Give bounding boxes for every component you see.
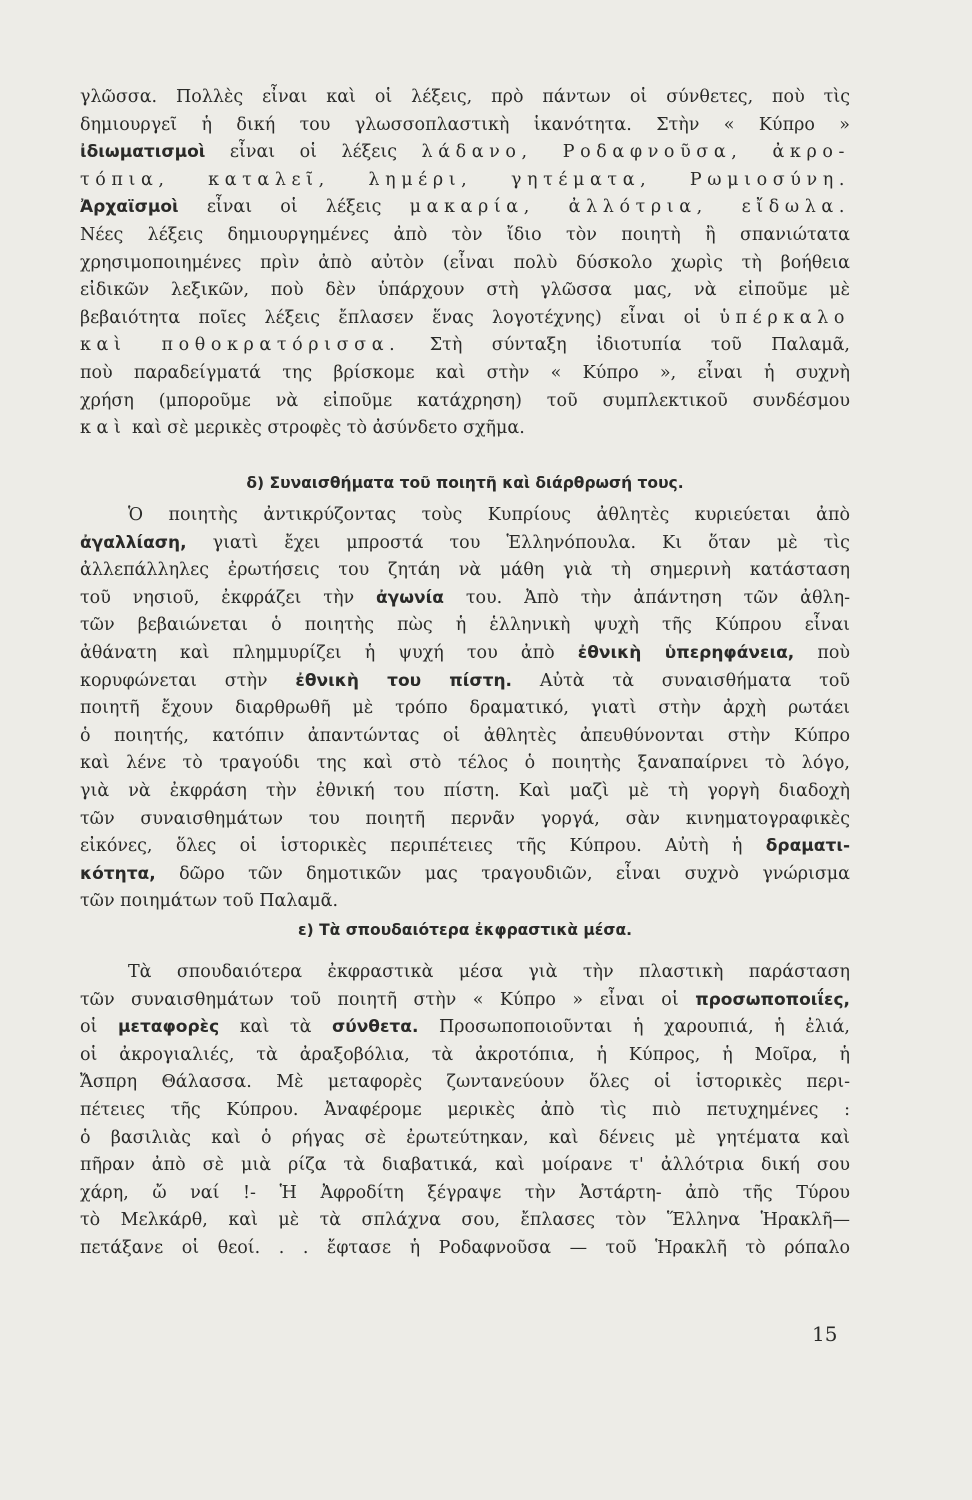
text-line [80,167,850,195]
text-run: τῶν συναισθημάτων τοῦ ποιητῆ στὴν « Κύπρο » εἶναι οἱ [80,989,696,1010]
text-line: Ἄσπρη Θάλασσα. Μὲ μεταφορὲς ζωντανεύουν ὅλες οἱ ἱστορικὲς περι- [80,1072,850,1093]
text-line [80,668,850,696]
text-line [80,139,850,167]
text-line: πετάξανε οἱ θεοί. . . ἔφτασε ἡ Ροδαφνοῦσα — τοῦ Ἡρακλῆ τὸ ρόπαλο [80,1237,850,1258]
text-line: τῶν βεβαιώνεται ὁ ποιητὴς πὼς ἡ ἑλληνικὴ ψυχὴ τῆς Κύπρου εἶναι [80,615,850,636]
text-run: Προσωποποιοῦνται ἡ χαρουπιά, ἡ ἐλιά, [418,1017,850,1038]
text-run: Στὴ σύνταξη ἰδιοτυπία τοῦ Παλαμᾶ, [400,335,850,356]
text-line [80,305,850,333]
term-metafores: μεταφορὲς [117,1017,220,1038]
text-line: ποὺ παραδείγματά της βρίσκομε καὶ στὴν « Κύπρο », εἶναι ἡ συχνὴ [80,362,850,383]
term-agonia: ἀγωνία [376,587,444,608]
term-archaismoi: Ἀρχαϊσμοὶ [80,197,179,218]
spaced-words: καὶ [80,418,127,439]
text-line: τῶν συναισθημάτων του ποιητῆ περνᾶν γοργά, σὰν κινηματογραφικὲς [80,808,850,829]
text-line [80,640,850,668]
section-heading-d: δ) Συναισθήματα τοῦ ποιητῆ καὶ διάρθρωσή τους. [246,474,684,492]
term-dramatikotita: δραματι- [765,836,850,857]
text-run: Αὐτὰ τὰ συναισθήματα τοῦ [512,670,850,691]
text-run: ἀθάνατη καὶ πλημμυρίζει ἡ ψυχή του ἀπὸ [80,642,578,663]
term-prosopopoiies: προσωποποιΐες, [695,989,850,1010]
text-line: εἰδικῶν λεξικῶν, ποὺ δὲν ὑπάρχουν στὴ γλῶσσα μας, νὰ εἰποῦμε μὲ [80,280,850,301]
term-idiomatismoi: ἰδιωματισμοὶ [80,142,206,163]
text-line: δημιουργεῖ ἡ δική του γλωσσοπλαστικὴ ἱκανότητα. Στὴν « Κύπρο » [80,114,850,135]
text-line: χρήση (μποροῦμε νὰ εἰποῦμε κατάχρηση) τοῦ συμπλεκτικοῦ συνδέσμου [80,390,850,411]
text-line: ὁ ποιητής, κατόπιν ἀπαντώντας οἱ ἀθλητὲς ἀπευθύνονται στὴν Κύπρο [80,725,850,746]
paragraph-language [80,84,850,443]
spaced-words: μακαρία, ἀλλότρια, εἴδωλα. [409,197,850,218]
text-line: χάρη, ὤ ναί !- Ἡ Ἀφροδίτη ξέγραψε τὴν Ἀστάρτη- ἀπὸ τῆς Τύρου [80,1182,850,1203]
term-ethniki-pisti: ἐθνικὴ του πίστη. [295,670,513,691]
paragraph-emotions [80,502,850,916]
text-run: δῶρο τῶν δημοτικῶν μας τραγουδιῶν, εἶναι συχνὸ γνώρισμα [155,863,850,884]
text-line [80,585,850,613]
section-heading-e: ε) Τὰ σπουδαιότερα ἐκφραστικὰ μέσα. [297,921,633,939]
text-line [80,194,850,222]
term-agalliasi: ἀγαλλίαση, [80,532,187,553]
text-line: Ὁ ποιητὴς ἀντικρύζοντας τοὺς Κυπρίους ἀθλητὲς κυριεύεται ἀπὸ [128,505,850,525]
spaced-words: καὶ ποθοκρατόρισσα. [80,335,401,356]
text-line: οἱ ἀκρογιαλιές, τὰ ἀραξοβόλια, τὰ ἀκροτόπια, ἡ Κύπρος, ἡ Μοῖρα, ἡ [80,1044,850,1065]
text-line [80,332,850,360]
term-syntheta: σύνθετα. [331,1017,419,1038]
text-line [80,1014,850,1042]
text-line: πέτειες τῆς Κύπρου. Ἀναφέρομε μερικὲς ἀπὸ τὶς πιὸ πετυχημένες : [80,1099,850,1120]
text-line: καὶ λένε τὸ τραγούδι της καὶ στὸ τέλος ὁ ποιητὴς ξαναπαίρνει τὸ λόγο, [80,753,850,774]
text-line: ὁ βασιλιὰς καὶ ὁ ρήγας σὲ ἐρωτεύτηκαν, καὶ δένεις μὲ γητέματα καὶ [80,1127,850,1148]
term-ethniki-yperifaneia: ἐθνικὴ ὑπερηφάνεια, [577,642,795,663]
text-run: κορυφώνεται στὴν [80,670,296,691]
text-line: Τὰ σπουδαιότερα ἐκφραστικὰ μέσα γιὰ τὴν πλαστικὴ παράσταση [128,962,850,982]
text-run: του. Ἀπὸ τὴν ἀπάντηση τῶν ἀθλη- [443,587,850,608]
text-run: ποὺ [794,642,850,663]
paragraph-expressive-means [80,959,850,1263]
text-line: χρησιμοποιημένες πρὶν ἀπὸ αὐτὸν (εἶναι πολὺ δύσκολο χωρὶς τὴ βοήθεια [80,252,850,273]
text-line: τῶν ποιημάτων τοῦ Παλαμᾶ. [80,891,339,912]
text-run: εἰκόνες, ὅλες οἱ ἱστορικὲς περιπέτειες τῆς Κύπρου. Αὐτὴ ἡ [80,836,766,857]
spaced-words: ὑπέρκαλο [719,307,850,328]
text-run: οἱ [80,1017,118,1038]
text-line: γιὰ νὰ ἐκφράση τὴν ἐθνική του πίστη. Καὶ μαζὶ μὲ τὴ γοργὴ διαδοχὴ [80,780,850,801]
spaced-words: λάδανο, Ροδαφνοῦσα, ἀκρο- [421,142,850,163]
text-run: γιατὶ ἔχει μπροστά του Ἑλληνόπουλα. Κι ὅταν μὲ τὶς [186,532,850,553]
text-line: γλῶσσα. Πολλὲς εἶναι καὶ οἱ λέξεις, πρὸ πάντων οἱ σύνθετες, ποὺ τὶς [80,87,850,107]
text-run: εἶναι οἱ λέξεις [178,197,410,218]
text-run: καὶ σὲ μερικὲς στροφὲς τὸ ἀσύνδετο σχῆμα. [126,418,525,439]
text-line [80,861,850,889]
text-line: ἀλλεπάλληλες ἐρωτήσεις του ζητάη νὰ μάθη γιὰ τὴ σημερινὴ κατάσταση [80,560,850,581]
text-run: εἶναι οἱ λέξεις [205,142,422,163]
text-line: Νέες λέξεις δημιουργημένες ἀπὸ τὸν ἴδιο τὸν ποιητὴ ἢ σπανιώτατα [80,224,850,245]
text-run: βεβαιότητα ποῖες λέξεις ἔπλασεν ἕνας λογοτέχνης) εἶναι οἱ [80,307,720,328]
text-line [80,987,850,1015]
text-run: τοῦ νησιοῦ, ἐκφράζει τὴν [80,587,376,608]
text-line: τὸ Μελκάρθ, καὶ μὲ τὰ σπλάχνα σου, ἔπλασες τὸν Ἕλληνα Ἡρακλῆ— [80,1210,850,1231]
text-run: καὶ τὰ [219,1017,332,1038]
text-line [80,833,850,861]
text-line: ποιητῆ ἔχουν διαρθρωθῆ μὲ τρόπο δραματικό, γιατὶ στὴν ἀρχὴ ρωτάει [80,698,850,719]
term-dramatikotita-cont: κότητα, [80,863,156,884]
text-line: πῆραν ἀπὸ σὲ μιὰ ρίζα τὰ διαβατικά, καὶ μοίρανε τ' ἀλλότρια δική σου [80,1155,850,1176]
page-number: 15 [812,1322,838,1346]
text-line [80,530,850,558]
text-line [80,415,850,443]
spaced-words: τόπια, καταλεῖ, λημέρι, γητέματα, Ρωμιοσύνη. [80,169,850,190]
